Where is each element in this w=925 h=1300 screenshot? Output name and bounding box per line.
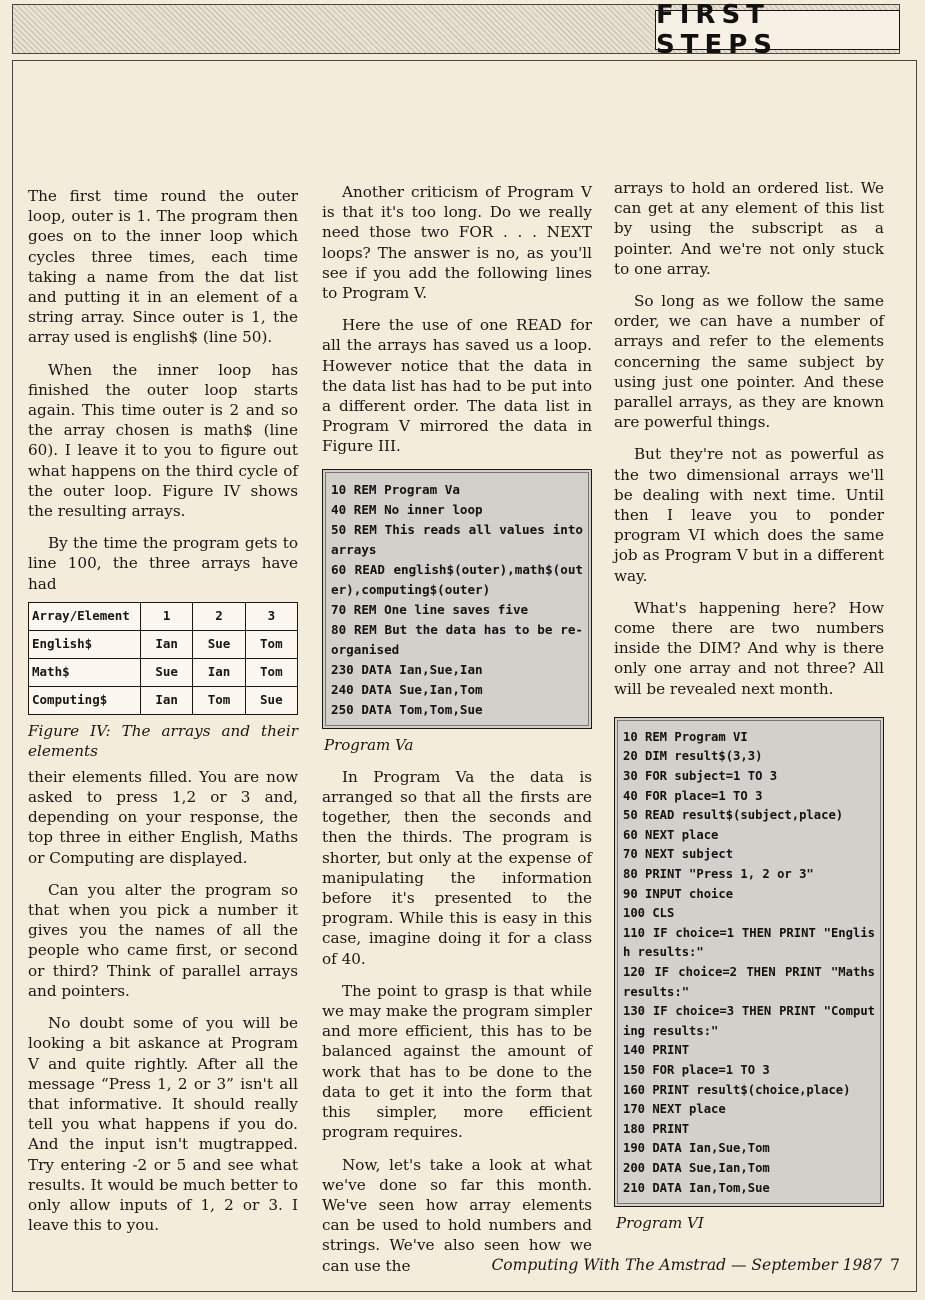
table-cell: Tom xyxy=(245,630,297,658)
code-line: 30 FOR subject=1 TO 3 xyxy=(623,769,778,784)
code-line: 150 FOR place=1 TO 3 xyxy=(623,1062,770,1077)
column-1 xyxy=(28,186,298,1247)
code-line: 70 NEXT subject xyxy=(623,847,734,862)
table-cell: Computing$ xyxy=(29,686,141,714)
section-title: FIRST STEPS xyxy=(656,0,779,60)
table-cell: Ian xyxy=(193,658,245,686)
code-line: 10 REM Program VI xyxy=(623,729,748,744)
code-line: 70 REM One line saves five xyxy=(331,601,529,617)
paragraph: Here the use of one READ for all the arrays has saved us a loop. However notice that the data in the data list has had to be put into a different order. The data list in Program V mirrored the data in Figure III. xyxy=(322,316,592,456)
code-line: 180 PRINT xyxy=(623,1121,690,1136)
program-vi-listing xyxy=(614,717,884,1207)
code-line: 110 IF choice=1 THEN PRINT "English results:" xyxy=(623,925,875,960)
code-line: 50 REM This reads all values into arrays xyxy=(331,521,591,557)
table-cell: Ian xyxy=(141,686,193,714)
paragraph: their elements filled. You are now asked to press 1,2 or 3 and, depending on your response, the top three in either English, Maths or Computing are displayed. xyxy=(28,767,298,867)
code-line: 140 PRINT xyxy=(623,1043,690,1058)
code-line: 60 NEXT place xyxy=(623,827,719,842)
code-line: 240 DATA Sue,Ian,Tom xyxy=(331,681,483,697)
table-cell: Ian xyxy=(141,630,193,658)
table-header-cell: 1 xyxy=(141,602,193,630)
table-cell: Sue xyxy=(141,658,193,686)
paragraph: arrays to hold an ordered list. We can get at any element of this list by using the subscript as a pointer. And we're not only stuck to one array. xyxy=(614,179,884,278)
paragraph: Another criticism of Program V is that it's too long. Do we really need those two FOR . . . NEXT loops? The answer is no, as you'll see if you add the following lines to Program V. xyxy=(322,183,592,303)
paragraph: But they're not as powerful as the two dimensional arrays we'll be dealing with next time. Until then I leave you to ponder program VI which does the same job as Program V but in a different way. xyxy=(614,445,884,585)
paragraph: So long as we follow the same order, we can have a number of arrays and refer to the elements concerning the same subject by using just one pointer. And these parallel arrays, as they are known are powerful things. xyxy=(614,292,884,432)
program-va-listing xyxy=(322,469,592,729)
code-line: 170 NEXT place xyxy=(623,1102,726,1117)
program-caption: Program VI xyxy=(616,1214,704,1233)
code-line: 100 CLS xyxy=(623,906,675,921)
table-cell: Tom xyxy=(245,658,297,686)
paragraph: Now, let's take a look at what we've done so far this month. We've seen how array elements can be used to hold numbers and strings. We've also seen how we can use the xyxy=(322,1155,592,1275)
code-line: 120 IF choice=2 THEN PRINT "Maths results:" xyxy=(623,965,883,999)
program-caption: Program Va xyxy=(324,735,414,754)
code-line: 200 DATA Sue,Ian,Tom xyxy=(623,1160,770,1175)
code-line: 50 READ result$(subject,place) xyxy=(623,808,844,823)
code-line: 210 DATA Ian,Tom,Sue xyxy=(623,1180,770,1195)
code-line: 20 DIM result$(3,3) xyxy=(623,749,763,764)
code-line: 40 FOR place=1 TO 3 xyxy=(623,788,763,803)
table-header-cell: 2 xyxy=(193,602,245,630)
paragraph: Can you alter the program so that when you pick a number it gives you the names of all the people who came first, or second or third? Think of parallel arrays and pointers. xyxy=(28,880,298,1000)
figure-iv-table xyxy=(28,602,298,715)
page-footer xyxy=(400,1256,900,1274)
paragraph: By the time the program gets to line 100, the three arrays have had xyxy=(28,534,298,593)
code-line: 230 DATA Ian,Sue,Ian xyxy=(331,661,483,677)
table-header-cell: 3 xyxy=(245,602,297,630)
code-line: 190 DATA Ian,Sue,Tom xyxy=(623,1141,770,1156)
code-line: 130 IF choice=3 THEN PRINT "Computing results:" xyxy=(623,1004,875,1038)
paragraph: When the inner loop has finished the outer loop starts again. This time outer is 2 and so the array chosen is math$ (line 60). I leave it to you to figure out what happens on the third cycle of the outer loop. Figure IV shows the resulting arrays. xyxy=(28,360,298,521)
code-line: 250 DATA Tom,Tom,Sue xyxy=(331,701,483,717)
paragraph: The point to grasp is that while we may make the program simpler and more efficient, this has to be balanced against the amount of work that has to be done to the data to get it into the form that this simpler, more efficient program requires. xyxy=(322,981,592,1142)
table-row xyxy=(29,658,298,686)
code-line: 10 REM Program Va xyxy=(331,481,460,497)
table-cell: English$ xyxy=(29,630,141,658)
code-line: 80 PRINT "Press 1, 2 or 3" xyxy=(623,867,814,882)
column-2 xyxy=(322,182,592,1288)
column-3 xyxy=(614,178,884,1245)
code-line: 80 REM But the data has to be re-organised xyxy=(331,621,583,657)
table-cell: Math$ xyxy=(29,658,141,686)
code-line: 60 READ english$(outer),math$(outer),computing$(outer) xyxy=(331,561,583,597)
table-cell: Sue xyxy=(245,686,297,714)
figure-caption: Figure IV: The arrays and their elements xyxy=(28,721,298,760)
code-line: 40 REM No inner loop xyxy=(331,501,483,517)
section-header xyxy=(655,0,900,60)
paragraph: No doubt some of you will be looking a bit askance at Program V and quite rightly. After all the message “Press 1, 2 or 3” isn't all that informative. It should really tell you what happens if you do. And the input isn't mugtrapped. Try entering -2 or 5 and see what results. It would be much better to only allow inputs of 1, 2 or 3. I leave this to you. xyxy=(28,1014,298,1235)
paragraph: What's happening here? How come there are two numbers inside the DIM? And why is there only one array and not three? All will be revealed next month. xyxy=(614,598,884,698)
table-row xyxy=(29,686,298,714)
table-cell: Sue xyxy=(193,630,245,658)
code-line: 160 PRINT result$(choice,place) xyxy=(623,1082,851,1097)
code-line: 90 INPUT choice xyxy=(623,886,734,901)
footer-text: Computing With The Amstrad — September 1987 xyxy=(491,1256,883,1274)
page-number: 7 xyxy=(890,1256,900,1274)
table-cell: Tom xyxy=(193,686,245,714)
paragraph: In Program Va the data is arranged so that all the firsts are together, then the seconds and then the thirds. The program is shorter, but only at the expense of manipulating the information before it's presented to the program. While this is easy in this case, imagine doing it for a class of 40. xyxy=(322,767,592,968)
table-row xyxy=(29,630,298,658)
table-header-row xyxy=(29,602,298,630)
paragraph: The first time round the outer loop, outer is 1. The program then goes on to the inner loop which cycles three times, each time taking a name from the dat list and putting it in an element of a string array. Since outer is 1, the array used is english$ (line 50). xyxy=(28,187,298,347)
table-header-cell: Array/Element xyxy=(29,602,141,630)
